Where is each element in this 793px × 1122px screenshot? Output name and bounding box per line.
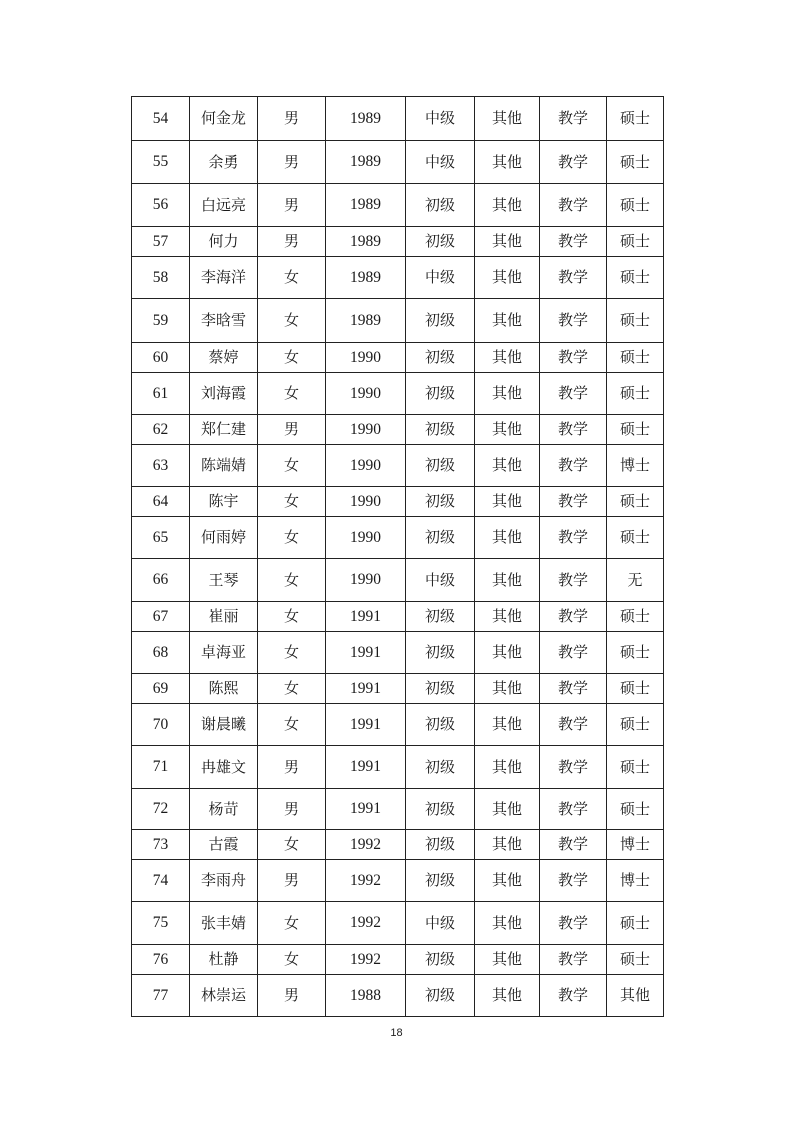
staff-name-cell: 李海洋	[190, 257, 258, 299]
category-cell: 其他	[475, 487, 540, 517]
title-level-cell: 初级	[406, 704, 475, 746]
category-cell: 其他	[475, 830, 540, 860]
row-number-cell: 55	[132, 141, 190, 184]
degree-cell: 硕士	[607, 184, 664, 227]
birth-year-cell: 1989	[326, 141, 406, 184]
category-cell: 其他	[475, 559, 540, 602]
category-cell: 其他	[475, 602, 540, 632]
post-type-cell: 教学	[540, 445, 607, 487]
staff-name-cell: 刘海霞	[190, 373, 258, 415]
post-type-cell: 教学	[540, 257, 607, 299]
category-cell: 其他	[475, 860, 540, 902]
category-cell: 其他	[475, 517, 540, 559]
degree-cell: 其他	[607, 975, 664, 1017]
gender-cell: 男	[258, 789, 326, 830]
gender-cell: 男	[258, 97, 326, 141]
post-type-cell: 教学	[540, 559, 607, 602]
table-row	[132, 445, 664, 487]
post-type-cell: 教学	[540, 97, 607, 141]
table-row	[132, 789, 664, 830]
staff-name-cell: 古霞	[190, 830, 258, 860]
page-number: 18	[390, 1027, 403, 1039]
birth-year-cell: 1989	[326, 184, 406, 227]
degree-cell: 硕士	[607, 902, 664, 945]
degree-cell: 硕士	[607, 97, 664, 141]
title-level-cell: 中级	[406, 902, 475, 945]
row-number-cell: 77	[132, 975, 190, 1017]
gender-cell: 女	[258, 632, 326, 674]
post-type-cell: 教学	[540, 860, 607, 902]
post-type-cell: 教学	[540, 704, 607, 746]
category-cell: 其他	[475, 902, 540, 945]
post-type-cell: 教学	[540, 373, 607, 415]
title-level-cell: 初级	[406, 789, 475, 830]
birth-year-cell: 1990	[326, 415, 406, 445]
row-number-cell: 70	[132, 704, 190, 746]
post-type-cell: 教学	[540, 746, 607, 789]
table-row	[132, 902, 664, 945]
category-cell: 其他	[475, 445, 540, 487]
gender-cell: 女	[258, 373, 326, 415]
degree-cell: 硕士	[607, 704, 664, 746]
title-level-cell: 初级	[406, 487, 475, 517]
staff-name-cell: 陈熙	[190, 674, 258, 704]
post-type-cell: 教学	[540, 902, 607, 945]
degree-cell: 博士	[607, 445, 664, 487]
title-level-cell: 初级	[406, 632, 475, 674]
birth-year-cell: 1990	[326, 373, 406, 415]
post-type-cell: 教学	[540, 945, 607, 975]
row-number-cell: 58	[132, 257, 190, 299]
gender-cell: 女	[258, 445, 326, 487]
post-type-cell: 教学	[540, 487, 607, 517]
post-type-cell: 教学	[540, 602, 607, 632]
staff-name-cell: 白远亮	[190, 184, 258, 227]
table-row	[132, 184, 664, 227]
title-level-cell: 初级	[406, 602, 475, 632]
row-number-cell: 69	[132, 674, 190, 704]
post-type-cell: 教学	[540, 141, 607, 184]
table-row	[132, 559, 664, 602]
degree-cell: 硕士	[607, 517, 664, 559]
row-number-cell: 66	[132, 559, 190, 602]
category-cell: 其他	[475, 945, 540, 975]
title-level-cell: 初级	[406, 674, 475, 704]
title-level-cell: 初级	[406, 945, 475, 975]
row-number-cell: 68	[132, 632, 190, 674]
birth-year-cell: 1989	[326, 97, 406, 141]
degree-cell: 硕士	[607, 746, 664, 789]
row-number-cell: 57	[132, 227, 190, 257]
staff-name-cell: 冉雄文	[190, 746, 258, 789]
title-level-cell: 中级	[406, 141, 475, 184]
birth-year-cell: 1989	[326, 227, 406, 257]
gender-cell: 男	[258, 975, 326, 1017]
category-cell: 其他	[475, 674, 540, 704]
birth-year-cell: 1991	[326, 674, 406, 704]
table-row	[132, 373, 664, 415]
gender-cell: 女	[258, 602, 326, 632]
staff-name-cell: 何力	[190, 227, 258, 257]
degree-cell: 硕士	[607, 227, 664, 257]
post-type-cell: 教学	[540, 517, 607, 559]
title-level-cell: 初级	[406, 227, 475, 257]
birth-year-cell: 1991	[326, 789, 406, 830]
table-row	[132, 299, 664, 343]
staff-name-cell: 张丰婧	[190, 902, 258, 945]
birth-year-cell: 1992	[326, 830, 406, 860]
category-cell: 其他	[475, 97, 540, 141]
row-number-cell: 64	[132, 487, 190, 517]
gender-cell: 女	[258, 257, 326, 299]
gender-cell: 女	[258, 299, 326, 343]
post-type-cell: 教学	[540, 343, 607, 373]
row-number-cell: 62	[132, 415, 190, 445]
degree-cell: 硕士	[607, 141, 664, 184]
post-type-cell: 教学	[540, 227, 607, 257]
birth-year-cell: 1991	[326, 602, 406, 632]
title-level-cell: 初级	[406, 746, 475, 789]
staff-name-cell: 何金龙	[190, 97, 258, 141]
birth-year-cell: 1990	[326, 445, 406, 487]
row-number-cell: 67	[132, 602, 190, 632]
post-type-cell: 教学	[540, 299, 607, 343]
staff-name-cell: 林崇运	[190, 975, 258, 1017]
table-row	[132, 257, 664, 299]
category-cell: 其他	[475, 746, 540, 789]
table-row	[132, 975, 664, 1017]
staff-name-cell: 余勇	[190, 141, 258, 184]
title-level-cell: 初级	[406, 445, 475, 487]
category-cell: 其他	[475, 343, 540, 373]
gender-cell: 男	[258, 746, 326, 789]
table-row	[132, 674, 664, 704]
birth-year-cell: 1989	[326, 299, 406, 343]
category-cell: 其他	[475, 789, 540, 830]
gender-cell: 女	[258, 830, 326, 860]
table-row	[132, 415, 664, 445]
table-row	[132, 227, 664, 257]
birth-year-cell: 1990	[326, 517, 406, 559]
table-row	[132, 860, 664, 902]
degree-cell: 硕士	[607, 343, 664, 373]
title-level-cell: 初级	[406, 517, 475, 559]
category-cell: 其他	[475, 704, 540, 746]
title-level-cell: 初级	[406, 975, 475, 1017]
row-number-cell: 73	[132, 830, 190, 860]
row-number-cell: 74	[132, 860, 190, 902]
table-row	[132, 602, 664, 632]
title-level-cell: 初级	[406, 415, 475, 445]
degree-cell: 硕士	[607, 257, 664, 299]
staff-name-cell: 杨苛	[190, 789, 258, 830]
row-number-cell: 59	[132, 299, 190, 343]
degree-cell: 博士	[607, 860, 664, 902]
post-type-cell: 教学	[540, 830, 607, 860]
degree-cell: 硕士	[607, 415, 664, 445]
title-level-cell: 中级	[406, 257, 475, 299]
birth-year-cell: 1991	[326, 632, 406, 674]
degree-cell: 硕士	[607, 487, 664, 517]
birth-year-cell: 1991	[326, 746, 406, 789]
gender-cell: 女	[258, 704, 326, 746]
degree-cell: 硕士	[607, 945, 664, 975]
title-level-cell: 初级	[406, 373, 475, 415]
category-cell: 其他	[475, 299, 540, 343]
degree-cell: 硕士	[607, 789, 664, 830]
row-number-cell: 56	[132, 184, 190, 227]
staff-name-cell: 蔡婷	[190, 343, 258, 373]
category-cell: 其他	[475, 141, 540, 184]
row-number-cell: 61	[132, 373, 190, 415]
row-number-cell: 63	[132, 445, 190, 487]
row-number-cell: 60	[132, 343, 190, 373]
category-cell: 其他	[475, 415, 540, 445]
staff-name-cell: 李雨舟	[190, 860, 258, 902]
staff-name-cell: 谢晨曦	[190, 704, 258, 746]
birth-year-cell: 1992	[326, 860, 406, 902]
category-cell: 其他	[475, 632, 540, 674]
row-number-cell: 72	[132, 789, 190, 830]
row-number-cell: 54	[132, 97, 190, 141]
staff-name-cell: 杜静	[190, 945, 258, 975]
title-level-cell: 中级	[406, 97, 475, 141]
title-level-cell: 中级	[406, 559, 475, 602]
category-cell: 其他	[475, 975, 540, 1017]
category-cell: 其他	[475, 227, 540, 257]
staff-name-cell: 卓海亚	[190, 632, 258, 674]
gender-cell: 女	[258, 945, 326, 975]
birth-year-cell: 1992	[326, 902, 406, 945]
staff-name-cell: 王琴	[190, 559, 258, 602]
row-number-cell: 76	[132, 945, 190, 975]
post-type-cell: 教学	[540, 789, 607, 830]
gender-cell: 女	[258, 559, 326, 602]
staff-name-cell: 何雨婷	[190, 517, 258, 559]
table-row	[132, 141, 664, 184]
gender-cell: 男	[258, 227, 326, 257]
post-type-cell: 教学	[540, 975, 607, 1017]
staff-name-cell: 崔丽	[190, 602, 258, 632]
staff-name-cell: 李晗雪	[190, 299, 258, 343]
table-row	[132, 517, 664, 559]
title-level-cell: 初级	[406, 830, 475, 860]
post-type-cell: 教学	[540, 674, 607, 704]
gender-cell: 女	[258, 902, 326, 945]
title-level-cell: 初级	[406, 184, 475, 227]
gender-cell: 男	[258, 184, 326, 227]
birth-year-cell: 1990	[326, 487, 406, 517]
table-row	[132, 704, 664, 746]
staff-name-cell: 陈端婧	[190, 445, 258, 487]
table-row	[132, 830, 664, 860]
roster-body	[132, 97, 664, 1017]
degree-cell: 硕士	[607, 674, 664, 704]
table-row	[132, 97, 664, 141]
post-type-cell: 教学	[540, 632, 607, 674]
degree-cell: 硕士	[607, 632, 664, 674]
table-row	[132, 746, 664, 789]
gender-cell: 女	[258, 517, 326, 559]
post-type-cell: 教学	[540, 415, 607, 445]
row-number-cell: 65	[132, 517, 190, 559]
degree-cell: 博士	[607, 830, 664, 860]
category-cell: 其他	[475, 257, 540, 299]
title-level-cell: 初级	[406, 860, 475, 902]
post-type-cell: 教学	[540, 184, 607, 227]
table-row	[132, 343, 664, 373]
birth-year-cell: 1991	[326, 704, 406, 746]
title-level-cell: 初级	[406, 343, 475, 373]
gender-cell: 男	[258, 415, 326, 445]
gender-cell: 女	[258, 343, 326, 373]
title-level-cell: 初级	[406, 299, 475, 343]
birth-year-cell: 1989	[326, 257, 406, 299]
row-number-cell: 71	[132, 746, 190, 789]
degree-cell: 无	[607, 559, 664, 602]
table-row	[132, 632, 664, 674]
category-cell: 其他	[475, 373, 540, 415]
table-row	[132, 487, 664, 517]
staff-roster-table	[131, 96, 664, 1017]
degree-cell: 硕士	[607, 373, 664, 415]
gender-cell: 女	[258, 674, 326, 704]
category-cell: 其他	[475, 184, 540, 227]
degree-cell: 硕士	[607, 299, 664, 343]
table-row	[132, 945, 664, 975]
degree-cell: 硕士	[607, 602, 664, 632]
birth-year-cell: 1990	[326, 559, 406, 602]
staff-name-cell: 陈宇	[190, 487, 258, 517]
gender-cell: 女	[258, 487, 326, 517]
birth-year-cell: 1988	[326, 975, 406, 1017]
staff-name-cell: 郑仁建	[190, 415, 258, 445]
birth-year-cell: 1990	[326, 343, 406, 373]
gender-cell: 男	[258, 860, 326, 902]
gender-cell: 男	[258, 141, 326, 184]
row-number-cell: 75	[132, 902, 190, 945]
birth-year-cell: 1992	[326, 945, 406, 975]
